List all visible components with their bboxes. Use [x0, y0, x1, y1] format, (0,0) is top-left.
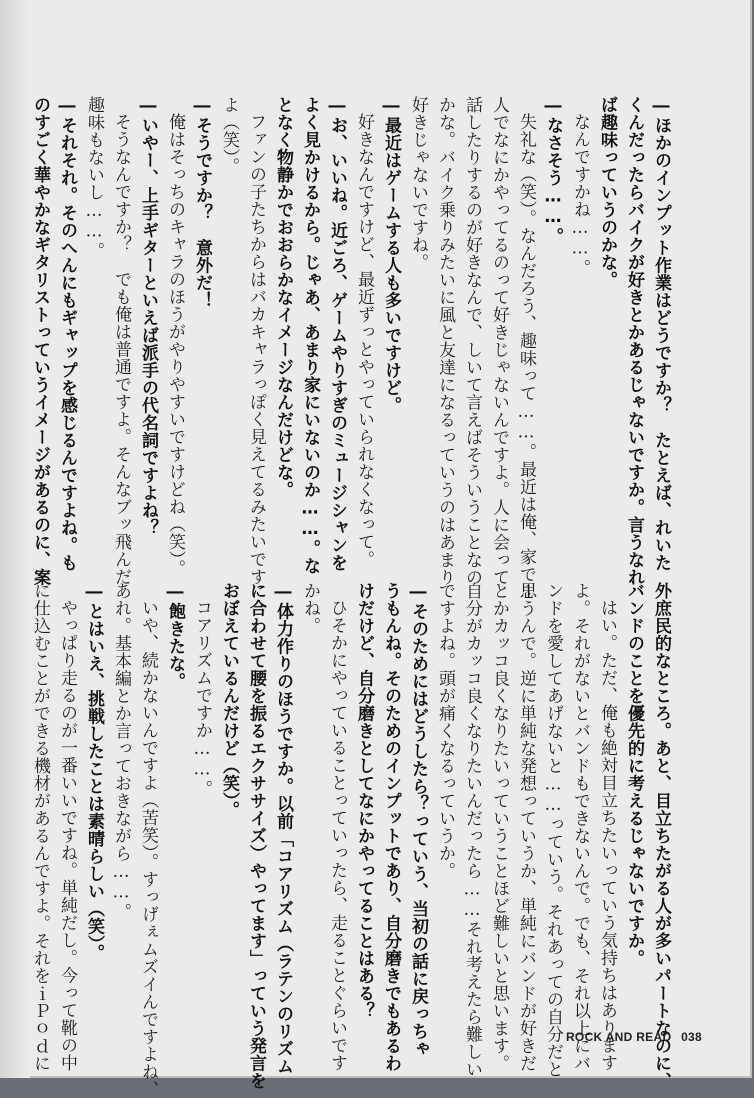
answer-text-line: 自分がカッコ良くなりたいんだったら……それ考えたら難しい	[462, 582, 482, 1078]
answer-text-line: かな。バイク乗りみたいに風と友達になるっていうのはあまり	[435, 96, 455, 586]
interviewer-question-line: ―体力作りのほうですか。以前「コアリズム（ラテンのリズム	[273, 582, 293, 1075]
page-footer	[566, 1030, 702, 1044]
answer-text-line: 人でなにかやってるのって好きじゃないんですよ。人に会って	[489, 96, 509, 586]
interviewer-question-line: に合わせて腰を振るエクササイズ）やってます」っていう発言を	[246, 582, 266, 1090]
answer-text-line: 俺はそっちのキャラのほうがやりやすいですけどね（笑）。	[165, 113, 185, 577]
answer-text-line: ですよね。頭が痛くなるっていうか。	[435, 582, 455, 880]
answer-text-line: かね。	[300, 582, 320, 635]
answer-text-line: やっぱり走るのが一番いいですね。単純だし。今って靴の中	[57, 599, 77, 1072]
answer-text-line: あれ。基本編とか言っておきながら……。	[111, 582, 131, 921]
answer-text-line: そうなんですか？ でも俺は普通ですよ。そんなブッ飛んだ	[111, 113, 131, 586]
interviewer-question-line: ―ほかのインプット作業はどうですか？ たとえば、れいた	[651, 96, 671, 572]
answer-text-line: とかカッコ良くなりたいっていうことほど難しいと思います。	[489, 582, 509, 1072]
page-number: 038	[681, 1030, 702, 1044]
answer-text-line: ひそかにやっていることっていったら、走ることぐらいです	[327, 599, 347, 1072]
answer-text-line: はい。ただ、俺も絶対目立ちたいっていう気持ちはあります	[597, 599, 617, 1072]
interviewer-question-line: バンドのことを優先的に考えるじゃないですか。	[624, 582, 644, 967]
interviewer-question-line: ば趣味っていうのかな。	[597, 96, 617, 289]
answer-text-line: ファンの子たちからはバカキャラっぽく見えてるみたいです	[246, 113, 266, 586]
answer-text-line: 思うんで。逆に単純な発想っていうか、単純にバンドが好きだ	[516, 582, 536, 1072]
answer-text-line: 失礼な（笑）。なんだろう、趣味って……。最近は俺、家で１	[516, 113, 536, 601]
interviewer-question-line: ―いやー、上手ギターといえば派手の代名詞ですよね？	[138, 96, 158, 537]
interviewer-question-line: となく物静かでおおらかなイメージなんだけどな。	[273, 96, 293, 499]
upper-text-block	[26, 96, 674, 601]
interviewer-question-line: ―とはいえ、挑戦したことは素晴らしい（笑）。	[84, 582, 104, 962]
answer-text-line: に仕込むことができる機材があるんですよ。それをｉＰｏｄに	[30, 582, 50, 1072]
answer-text-line: 趣味もないし……。	[84, 96, 104, 260]
answer-text-line: 好きなんですけど、最近ずっとやっていられなくなって。	[354, 113, 374, 568]
answer-text-line: よ（笑）。	[219, 96, 239, 175]
answer-text-line: ンドを愛してあげないと……っていう。それあっての自分だと	[543, 582, 563, 1078]
interviewer-question-line: けだけど、自分磨きとしてなにかやってることはある？	[354, 582, 374, 1020]
answer-text-line: コアリズムですか……。	[192, 599, 212, 798]
interviewer-question-line: ―そうですか？ 意外だ！	[192, 96, 212, 309]
answer-text-line: なんですかね……。	[570, 113, 590, 277]
magazine-name: ROCK AND READ	[565, 1030, 672, 1044]
interviewer-question-line: のすごく華やかなギタリストっていうイメージがあるのに、案	[30, 96, 50, 586]
answer-text-line: よ。それがないとバンドもできないんで。でも、それ以上にバ	[570, 582, 590, 1072]
interviewer-question-line: よく見かけるから。じゃあ、あまり家にいないのか……。な	[300, 96, 320, 575]
answer-text-line: いや、続かないんですよ（苦笑）。すっげぇムズイんですよね、	[138, 599, 158, 1098]
interviewer-question-line: 外庶民的なところ。あと、目立ちたがる人が多いパートなのに、	[651, 582, 671, 1090]
answer-text-line: 好きじゃないですね。	[408, 96, 428, 271]
answer-text-line: 話したりするのが好きなんで、しいて言えばそういうことなの	[462, 96, 482, 586]
interviewer-question-line: うもんね。そのためのインプットであり、自分磨きでもあるわ	[381, 582, 401, 1072]
interviewer-question-line: くんだったらバイクが好きとかあるじゃないですか。言うなれ	[624, 96, 644, 586]
interviewer-question-line: ―お、いいね。近ごろ、ゲームやりすぎのミュージシャンを	[327, 96, 347, 572]
interviewer-question-line: おぼえているんだけど（笑）。	[219, 582, 239, 819]
interviewer-question-line: ―そのためにはどうしたら？っていう、当初の話に戻っちゃ	[408, 582, 428, 1058]
interviewer-question-line: ―最近はゲームする人も多いですけど。	[381, 96, 401, 414]
interviewer-question-line: ―飽きたな。	[165, 582, 185, 690]
interviewer-question-line: ―それそれ。そのへんにもギャップを感じるんですよね。も	[57, 96, 77, 572]
interviewer-question-line: ―なさそう……。	[543, 96, 563, 245]
